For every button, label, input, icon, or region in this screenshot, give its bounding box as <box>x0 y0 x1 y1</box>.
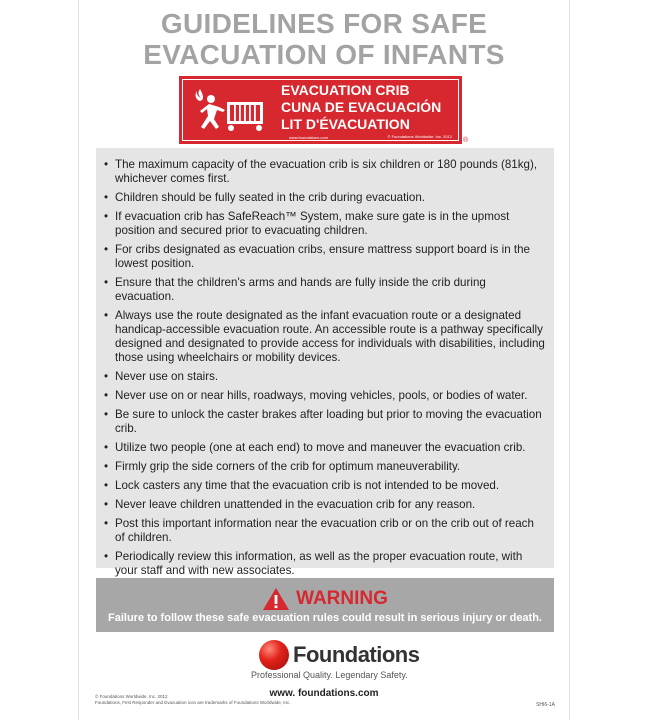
guideline-item: • Always use the route designated as the infant evacuation route or a designated handicap-accessible evacuation route. An accessible route is a pathway specifically designed and designated to provide access for individuals with disabilities, including those using wheelchairs or mobility devices. <box>104 309 546 365</box>
logo-wordmark: Foundations <box>293 642 420 667</box>
warning-triangle-icon <box>262 587 290 611</box>
guideline-item: • Never leave children unattended in the evacuation crib for any reason. <box>104 498 546 512</box>
guideline-item: • For cribs designated as evacuation cribs, ensure mattress support board is in the lowest position. <box>104 243 546 271</box>
guideline-item: • Firmly grip the side corners of the crib for optimum maneuverability. <box>104 460 546 474</box>
sign-copyright: © Foundations Worldwide, Inc. 2012 <box>387 134 452 139</box>
title-line-2: EVACUATION OF INFANTS <box>143 39 505 70</box>
evacuation-crib-icon <box>189 85 269 135</box>
evacuation-crib-sign <box>179 76 462 144</box>
registered-mark: ® <box>463 137 469 144</box>
warning-header <box>96 587 554 611</box>
guideline-item: • Utilize two people (one at each end) to move and maneuver the evacuation crib. <box>104 441 546 455</box>
warning-box <box>96 578 554 632</box>
copyright-notice <box>95 694 291 706</box>
copyright-line-2: Foundations, First Responder and Evacuation icon are trademarks of Foundations Worldwide, Inc. <box>95 700 291 705</box>
guideline-item: • Ensure that the children's arms and hands are fully inside the crib during evacuation. <box>104 276 546 304</box>
guideline-item: • Never use on or near hills, roadways, moving vehicles, pools, or bodies of water. <box>104 389 546 403</box>
guidelines-panel <box>96 148 554 577</box>
sign-line-spanish: CUNA DE EVACUACIÓN <box>281 99 442 115</box>
logo-tagline: Professional Quality. Legendary Safety. <box>251 670 408 680</box>
title-line-1: GUIDELINES FOR SAFE <box>160 8 488 39</box>
guideline-item: • Post this important information near the evacuation crib or on the crib out of reach of children. <box>104 517 546 545</box>
guidelines-list <box>96 148 554 578</box>
guideline-item: • Be sure to unlock the caster brakes after loading but prior to moving the evacuation crib. <box>104 408 546 436</box>
copyright-line-1: © Foundations Worldwide, Inc. 2012 <box>95 694 168 699</box>
product-code: SHI6-1A <box>536 702 555 708</box>
sign-url: www.foundations.com <box>289 135 328 140</box>
website-url: www. foundations.com <box>269 688 379 699</box>
guideline-item: • Lock casters any time that the evacuation crib is not intended to be moved. <box>104 479 546 493</box>
foundations-logo <box>247 637 437 683</box>
guideline-item: • The maximum capacity of the evacuation crib is six children or 180 pounds (81kg), whichever comes first. <box>104 158 546 186</box>
warning-text: Failure to follow these safe evacuation rules could result in serious injury or death. <box>108 612 542 624</box>
sign-line-french: LIT D'ÉVACUATION <box>281 116 410 132</box>
guideline-item: • If evacuation crib has SafeReach™ System, make sure gate is in the upmost position and secured prior to evacuating children. <box>104 210 546 238</box>
guideline-item: • Periodically review this information, as well as the proper evacuation route, with your staff and with new associates. <box>104 550 546 578</box>
sign-line-english: EVACUATION CRIB <box>281 82 410 98</box>
warning-label: WARNING <box>296 588 388 609</box>
guideline-item: • Children should be fully seated in the crib during evacuation. <box>104 191 546 205</box>
guideline-item: • Never use on stairs. <box>104 370 546 384</box>
sign-text <box>281 82 441 133</box>
logo-ball-icon <box>259 640 289 670</box>
page-title <box>79 8 569 70</box>
poster <box>78 0 570 720</box>
